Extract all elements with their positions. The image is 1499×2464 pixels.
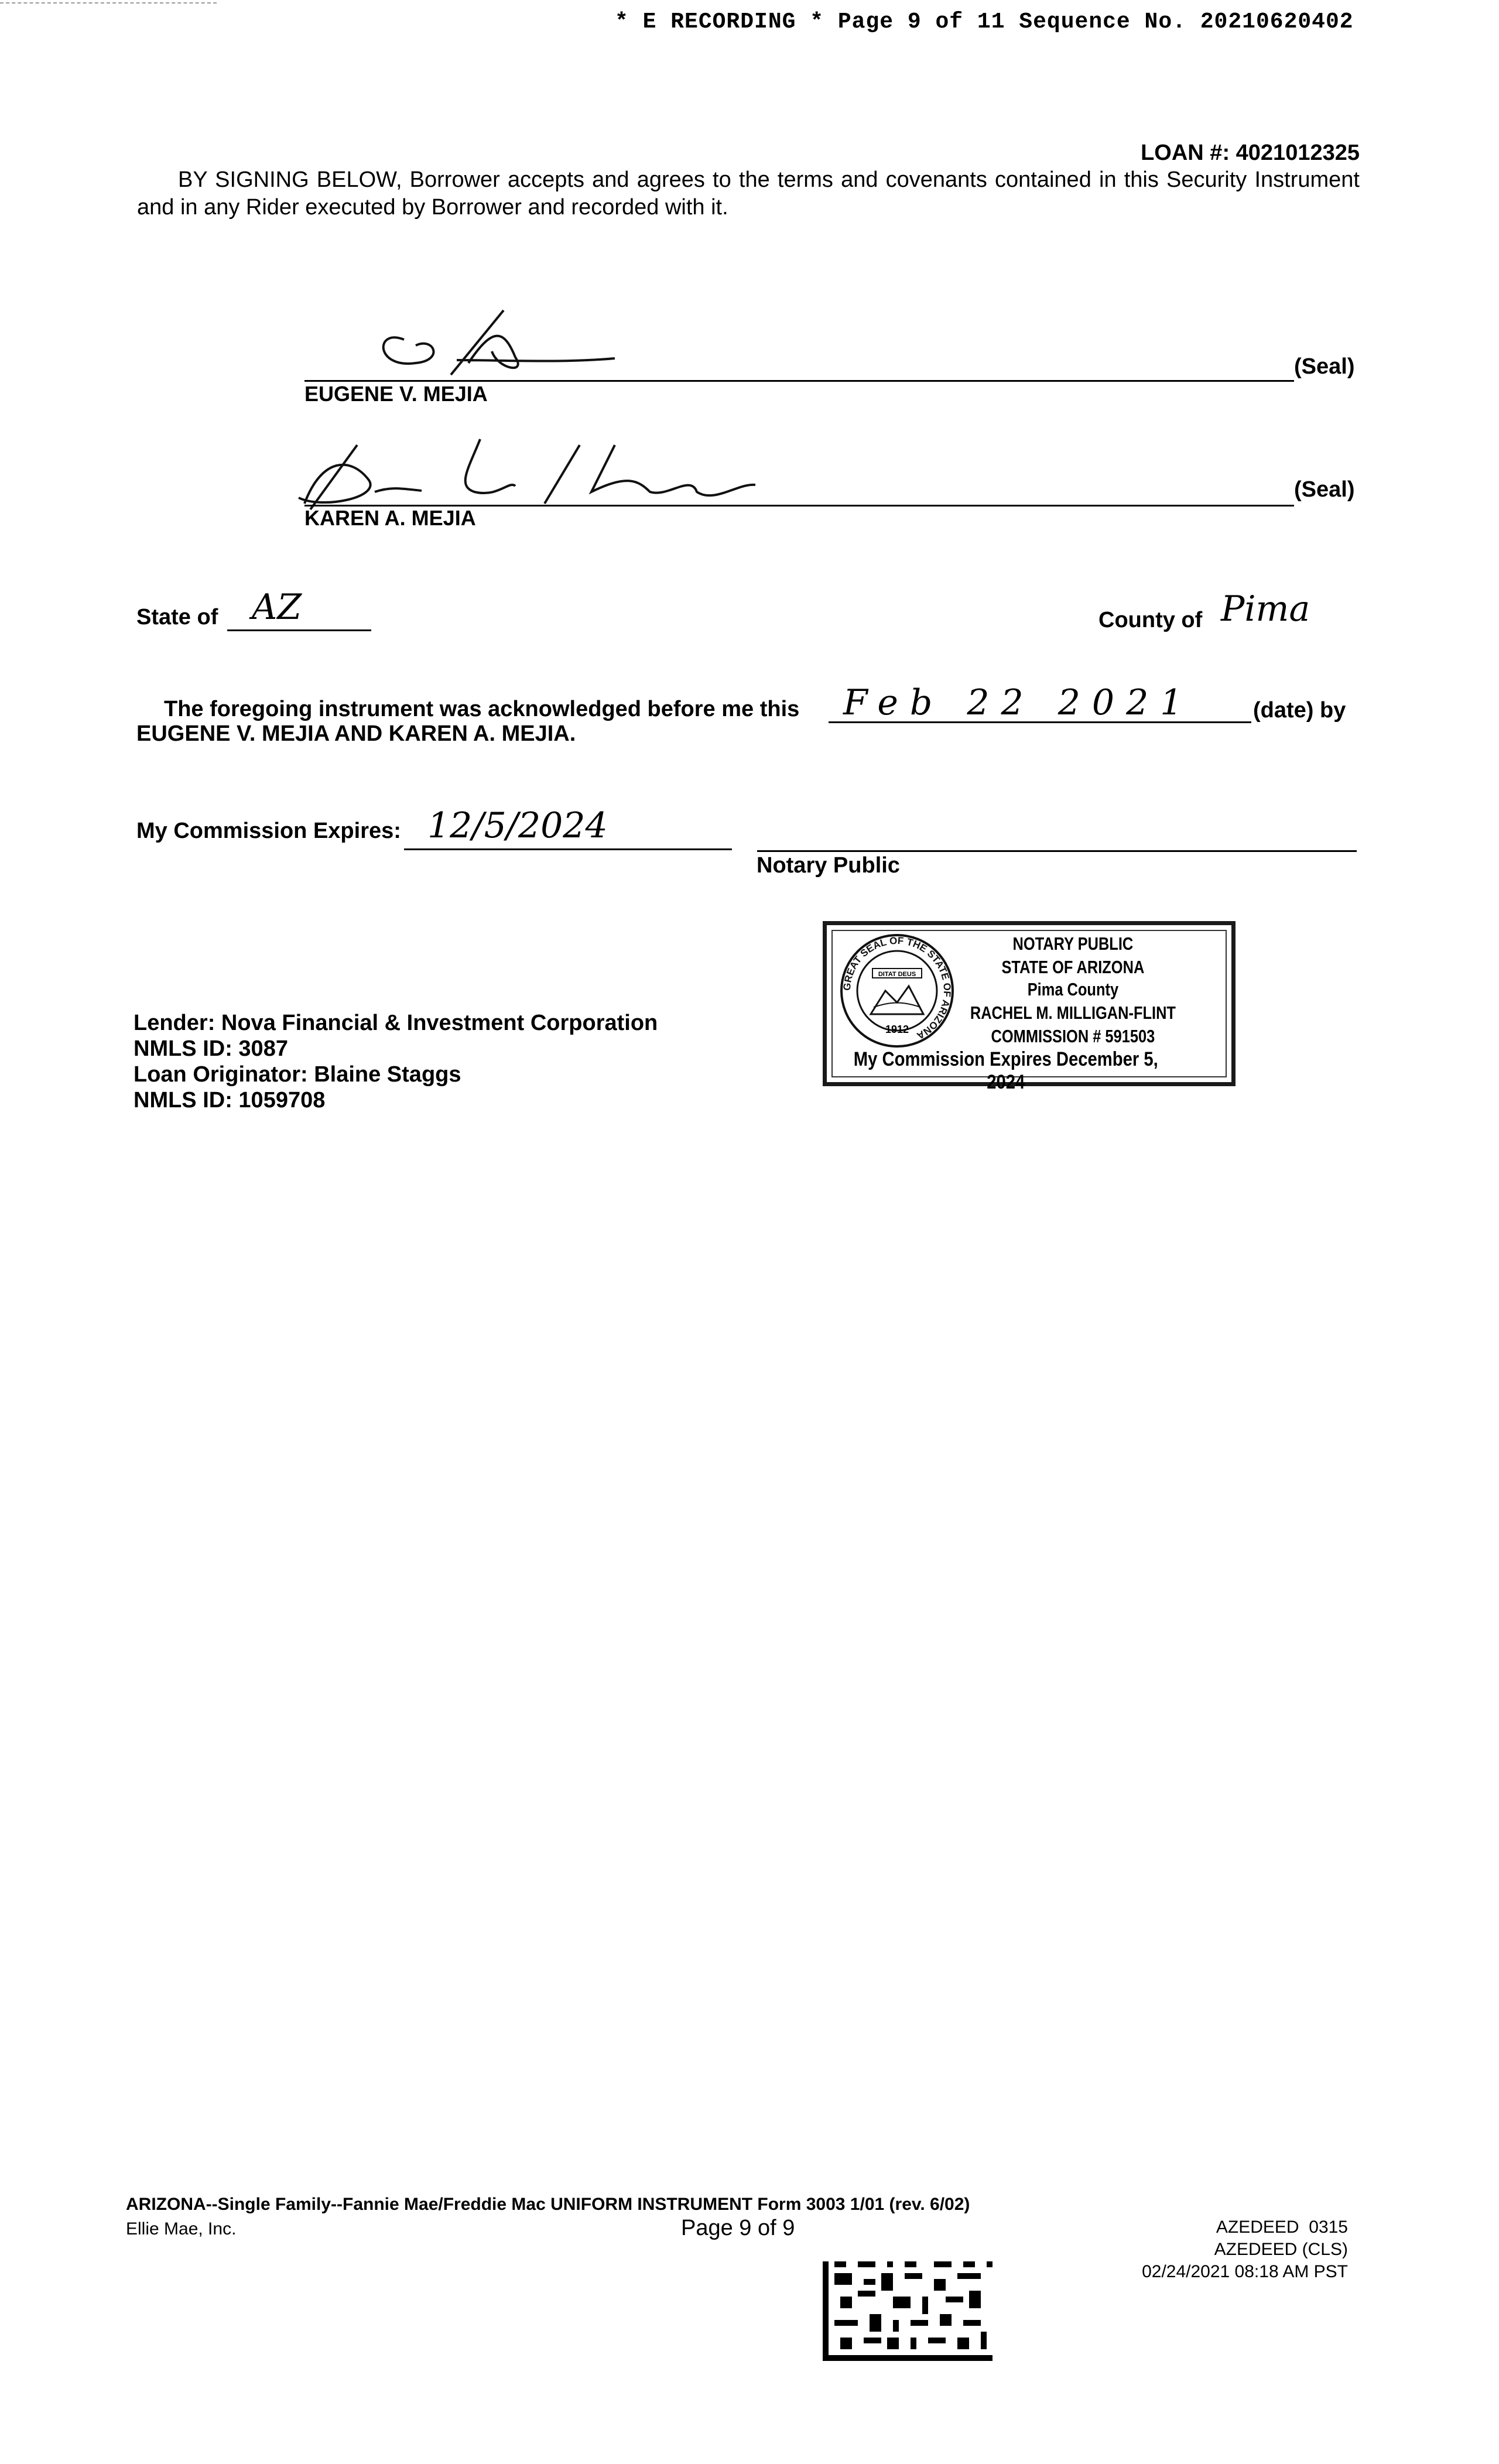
- barcode-icon: [823, 2261, 993, 2361]
- loan-value: 4021012325: [1236, 141, 1360, 165]
- seal-label-1: (Seal): [1294, 354, 1355, 379]
- notary-signature-line: [757, 850, 1357, 852]
- state-handwritten: AZ: [252, 587, 302, 628]
- stamp-line-4: RACHEL M. MILLIGAN-FLINT: [970, 1002, 1176, 1023]
- ack-date-suffix: (date) by: [1253, 698, 1346, 723]
- footer-code-2: AZEDEED (CLS): [1214, 2240, 1348, 2259]
- ack-date-handwritten: Feb 22 2021: [843, 682, 1195, 723]
- footer-codes: [1142, 2216, 1348, 2283]
- originator-line: Loan Originator: Blaine Staggs: [134, 1062, 461, 1087]
- page-number: Page 9 of 9: [681, 2216, 795, 2240]
- loan-number: [1141, 141, 1360, 166]
- borrower-name-2: KAREN A. MEJIA: [304, 506, 476, 530]
- seal-motto: DITAT DEUS: [878, 971, 916, 978]
- stamp-expires: My Commission Expires December 5, 2024: [853, 1048, 1158, 1093]
- originator-nmls: NMLS ID: 1059708: [134, 1088, 326, 1113]
- state-line: [227, 629, 371, 631]
- commission-label: My Commission Expires:: [136, 819, 401, 843]
- form-line: ARIZONA--Single Family--Fannie Mae/Freddie Mac UNIFORM INSTRUMENT Form 3003 1/01 (rev. 6/02): [126, 2195, 970, 2214]
- lender-block: [134, 1010, 658, 1113]
- seal-year: 1912: [885, 1024, 909, 1035]
- lender-line: Lender: Nova Financial & Investment Corporation: [134, 1011, 658, 1035]
- notary-stamp: [823, 921, 1236, 1093]
- recording-header: * E RECORDING * Page 9 of 11 Sequence No. 20210620402: [615, 9, 1354, 35]
- county-handwritten: Pima: [1221, 588, 1310, 629]
- arizona-seal-icon: [839, 932, 956, 1049]
- footer-timestamp: 02/24/2021 08:18 AM PST: [1142, 2262, 1348, 2281]
- lender-nmls: NMLS ID: 3087: [134, 1036, 288, 1061]
- eugene-signature: [351, 304, 621, 392]
- ack-names: EUGENE V. MEJIA AND KAREN A. MEJIA.: [136, 721, 576, 746]
- stamp-line-1: NOTARY PUBLIC: [1012, 933, 1134, 954]
- commission-line: [404, 848, 732, 850]
- vendor: Ellie Mae, Inc.: [126, 2219, 237, 2239]
- stamp-line-2: STATE OF ARIZONA: [1001, 957, 1145, 977]
- stamp-line-3: Pima County: [1027, 979, 1119, 1000]
- loan-label: LOAN #:: [1141, 141, 1230, 165]
- seal-ring-text: GREAT SEAL OF THE STATE OF ARIZONA: [841, 935, 953, 1042]
- notary-public-label: Notary Public: [757, 853, 900, 878]
- commission-handwritten: 12/5/2024: [427, 805, 608, 846]
- ack-text: The foregoing instrument was acknowledged before me this: [164, 697, 800, 721]
- seal-label-2: (Seal): [1294, 477, 1355, 502]
- county-label: County of: [1098, 608, 1203, 632]
- top-scan-rule: [0, 2, 217, 4]
- stamp-line-5: COMMISSION # 591503: [991, 1026, 1155, 1046]
- state-label: State of: [136, 605, 218, 629]
- signing-paragraph: BY SIGNING BELOW, Borrower accepts and agrees to the terms and covenants contained in this Security Instrument and in any Rider executed by Borrower and recorded with it.: [137, 167, 1360, 220]
- footer-code-1: AZEDEED 0315: [1216, 2217, 1348, 2237]
- borrower-name-1: EUGENE V. MEJIA: [304, 382, 488, 406]
